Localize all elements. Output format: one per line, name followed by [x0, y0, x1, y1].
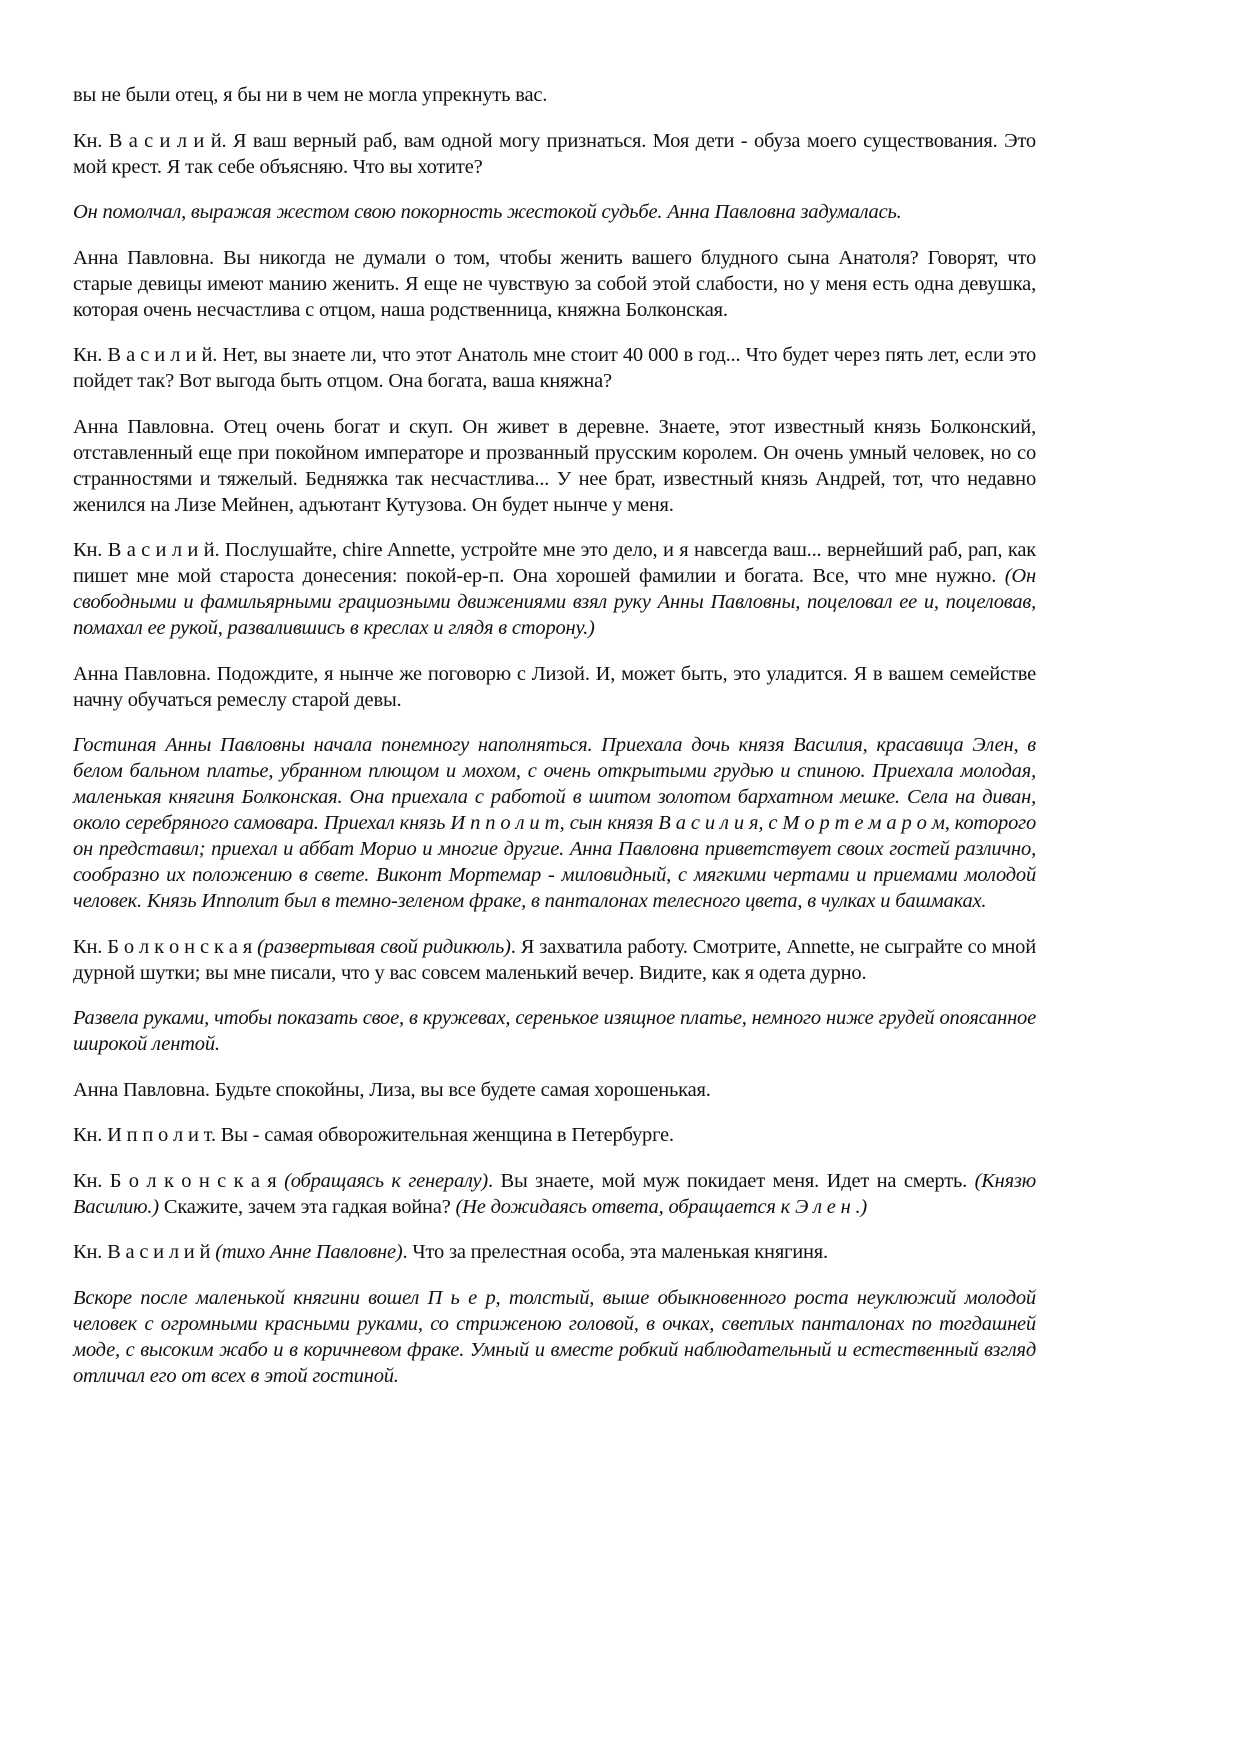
stage-direction-text: (тихо Анне Павловне) [215, 1241, 403, 1263]
dialogue-text: . Вы знаете, мой муж покидает меня. Идет на смерть. [488, 1169, 975, 1192]
stage-direction-text: (развертывая свой ридикюль) [257, 935, 511, 958]
paragraph [73, 1239, 1036, 1265]
paragraph [73, 537, 1036, 641]
paragraph [73, 128, 1036, 180]
stage-direction-text: (Князю Василию.) [73, 1169, 1036, 1218]
paragraph [73, 199, 1036, 225]
paragraph [73, 1077, 1036, 1103]
stage-direction-text: Он помолчал, выражая жестом свою покорность жестокой судьбе. Анна Павловна задумалась. [73, 201, 902, 223]
stage-direction-text: (Он свободными и фамильярными грациозными движениями взял руку Анны Павловны, поцеловал ее и, поцеловав, помахал ее рукой, развалившись в креслах и глядя в сторону.) [73, 565, 1036, 639]
paragraph [73, 414, 1036, 518]
dialogue-text: Кн. В а с и л и й. Нет, вы знаете ли, что этот Анатоль мне стоит 40 000 в год... Что будет через пять лет, если это пойдет так? Вот выгода быть отцом. Она богата, ваша княжна? [73, 344, 1036, 392]
paragraph [73, 1168, 1036, 1220]
dialogue-text: . Я захватила работу. Смотрите, Annette, не сыграйте со мной дурной шутки; вы мне писали, что у вас совсем маленький вечер. Видите, как я одета дурно. [73, 935, 1036, 984]
paragraph [73, 732, 1036, 914]
paragraph [73, 934, 1036, 986]
stage-direction-text: (обращаясь к генералу) [284, 1169, 489, 1192]
dialogue-text: Анна Павловна. Будьте спокойны, Лиза, вы все будете самая хорошенькая. [73, 1078, 711, 1101]
dialogue-text: Кн. В а с и л и й. Послушайте, chire Annette, устройте мне это дело, и я навсегда ваш... вернейший раб, рап, как пишет мне мой староста донесения: покой-ер-п. Она хорошей фамилии и богата. Все, что мне нужно. [73, 539, 1036, 587]
dialogue-text: Скажите, зачем эта гадкая война? [158, 1195, 456, 1218]
dialogue-text: Анна Павловна. Подождите, я нынче же поговорю с Лизой. И, может быть, это уладится. Я в вашем семействе начну обучаться ремеслу старой девы. [73, 662, 1036, 711]
dialogue-text: Кн. Б о л к о н с к а я [73, 1169, 285, 1192]
paragraph [73, 661, 1036, 713]
dialogue-text: . Что за прелестная особа, эта маленькая княгиня. [402, 1241, 828, 1263]
paragraph [73, 342, 1036, 394]
dialogue-text: вы не были отец, я бы ни в чем не могла упрекнуть вас. [73, 84, 548, 106]
paragraph [73, 82, 1036, 108]
paragraph [73, 1285, 1036, 1389]
paragraph [73, 1005, 1036, 1057]
dialogue-text: Анна Павловна. Отец очень богат и скуп. Он живет в деревне. Знаете, этот известный князь Болконский, отставленный еще при покойном императоре и прозванный прусским королем. Он очень умный человек, но со странностями и тяжелый. Бедняжка так несчастлива... У нее брат, известный князь Андрей, тот, что недавно женился на Лизе Мейнен, адъютант Кутузова. Он будет нынче у меня. [73, 415, 1036, 516]
dialogue-text: Кн. Б о л к о н с к а я [73, 935, 258, 958]
stage-direction-text: Вскоре после маленькой княгини вошел П ь е р, толстый, выше обыкновенного роста неуклюжий молодой человек с огромными красными руками, со стриженою головой, в очках, светлых панталонах по тогдашней моде, с высоким жабо и в коричневом фраке. Умный и вместе робкий наблюдательный и естественный взгляд отличал его от всех в этой гостиной. [73, 1286, 1036, 1387]
paragraph [73, 1122, 1036, 1148]
stage-direction-text: Гостиная Анны Павловны начала понемногу наполняться. Приехала дочь князя Василия, красавица Элен, в белом бальном платье, убранном плющом и мохом, с очень открытыми грудью и спиною. Приехала молодая, маленькая княгиня Болконская. Она приехала с работой в шитом золотом бархатном мешке. Села на диван, около серебряного самовара. Приехал князь И п п о л и т, сын князя В а с и л и я, с М о р т е м а р о м, которого он представил; приехал и аббат Морио и многие другие. Анна Павловна приветствует своих гостей различно, сообразно их положению в свете. Виконт Мортемар - миловидный, с мягкими чертами и приемами молодой человек. Князь Ипполит был в темно-зеленом фраке, в панталонах телесного цвета, в чулках и башмаках. [73, 734, 1036, 912]
dialogue-text: Анна Павловна. Вы никогда не думали о том, чтобы женить вашего блудного сына Анатоля? Говорят, что старые девицы имеют манию женить. Я еще не чувствую за собой этой слабости, но у меня есть одна девушка, которая очень несчастлива с отцом, наша родственница, княжна Болконская. [73, 246, 1036, 321]
dialogue-text: Кн. В а с и л и й. Я ваш верный раб, вам одной могу признаться. Моя дети - обуза моего существования. Это мой крест. Я так себе объясняю. Что вы хотите? [73, 129, 1036, 178]
paragraph [73, 245, 1036, 323]
dialogue-text: Кн. В а с и л и й [73, 1241, 216, 1263]
dialogue-text: Кн. И п п о л и т. Вы - самая обворожительная женщина в Петербурге. [73, 1124, 674, 1146]
stage-direction-text: Развела руками, чтобы показать свое, в кружевах, серенькое изящное платье, немного ниже грудей опоясанное широкой лентой. [73, 1007, 1036, 1055]
stage-direction-text: (Не дожидаясь ответа, обращается к Э л е н .) [455, 1195, 868, 1218]
